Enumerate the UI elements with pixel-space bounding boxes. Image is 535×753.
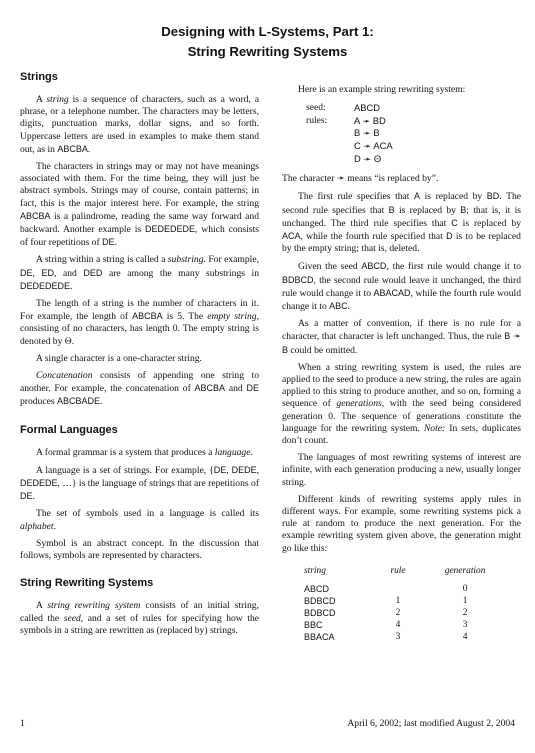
header-rule: rule xyxy=(390,565,406,576)
paragraph: A string within a string is called a substring. For example, DE, ED, and DED are among the many substrings in DEDEDEDE. xyxy=(20,254,259,292)
table-row xyxy=(304,583,514,595)
cell-rule xyxy=(380,583,416,595)
left-column xyxy=(20,70,259,642)
cell-string: BDBCD xyxy=(304,596,336,607)
cell-generation: 1 xyxy=(462,596,468,607)
rule-3: C ➛ ACA xyxy=(354,139,393,151)
section-heading-formal-languages: Formal Languages xyxy=(20,423,118,436)
cell-generation: 0 xyxy=(462,584,468,595)
paragraph: Different kinds of rewriting systems apply rules in different ways. For example, some rewriting systems pick a rule at random to produce the next generation. For the example rewriting system given above, the generation might go like this: xyxy=(282,493,521,554)
header-string: string xyxy=(304,565,326,576)
cell-generation: 4 xyxy=(462,632,468,643)
paragraph: When a string rewriting system is used, the rules are applied to the seed to produce a new string, the rules are again applied to this string to produce another, and so on, forming a sequence of generations, with the seed being considered generation 0. The sequence of generations constitute the language for the rewriting system. Note: In sets, duplicates don’t count. xyxy=(282,361,521,447)
paragraph: The set of symbols used in a language is called its alphabet. xyxy=(20,508,259,532)
cell-generation: 3 xyxy=(462,620,468,631)
cell-rule: 2 xyxy=(395,608,401,619)
table-row xyxy=(304,595,514,607)
cell-string: BBACA xyxy=(304,632,335,643)
header-generation: generation xyxy=(444,565,486,576)
paragraph: A string rewriting system consists of an initial string, called the seed, and a set of rules for specifying how the symbols in a string are rewritten as (replaced by) strings. xyxy=(20,600,259,636)
page-title xyxy=(0,22,535,62)
generations-table xyxy=(304,565,514,643)
cell-rule: 1 xyxy=(395,596,401,607)
table-row xyxy=(304,631,514,643)
paragraph: Given the seed ABCD, the first rule would change it to BDBCD, the second rule would leave it unchanged, the third rule would change it to ABACAD, while the fourth rule would change it to ABC. xyxy=(282,261,521,312)
title-line-2: String Rewriting Systems xyxy=(187,44,348,59)
table-row xyxy=(304,619,514,631)
rules-label: rules: xyxy=(306,114,328,126)
seed-label: seed: xyxy=(306,102,326,114)
paragraph: A language is a set of strings. For example, {DE, DEDE, DEDEDE, …} is the language of strings that are repetitions of DE. xyxy=(20,464,260,503)
cell-string: BDBCD xyxy=(304,608,336,619)
rewriting-system xyxy=(306,102,521,165)
cell-generation: 2 xyxy=(462,608,468,619)
rule-1: A ➛ BD xyxy=(354,114,386,126)
intro-paragraph: Here is an example string rewriting system: xyxy=(298,84,466,95)
paragraph: The length of a string is the number of characters in it. For example, the length of ABCBA is 5. The empty string, consisting of no characters, has length 0. The empty string is denoted by Θ. xyxy=(20,298,259,347)
cell-string: BBC xyxy=(304,620,323,631)
paragraph: A formal grammar is a system that produces a language. xyxy=(36,446,253,458)
cell-rule: 4 xyxy=(395,620,401,631)
paragraph: The languages of most rewriting systems of interest are infinite, with each generation producing a new, usually longer string. xyxy=(282,452,521,488)
footer-date: April 6, 2002; last modified August 2, 2004 xyxy=(347,718,515,729)
paragraph: The first rule specifies that A is replaced by BD. The second rule specifies that B is replaced by B; that is, it is unchanged. The third rule specifies that C is replaced by ACA, while the fourth rule specified that D is to be replaced by the empty string; that is, deleted. xyxy=(282,191,521,255)
paragraph: A single character is a one-character string. xyxy=(36,352,202,364)
rule-2: B ➛ B xyxy=(354,127,380,139)
seed-value: ABCD xyxy=(354,102,381,114)
rule-4: D ➛ Θ xyxy=(354,152,382,164)
table-row xyxy=(304,607,514,619)
paragraph: As a matter of convention, if there is no rule for a character, that character is left unchanged. Thus, the rule B ➛ B could be omitted. xyxy=(282,318,521,356)
section-heading-strings: Strings xyxy=(20,71,58,83)
section-heading-string-rewriting: String Rewriting Systems xyxy=(20,577,154,590)
cell-rule: 3 xyxy=(395,632,401,643)
paragraph: Symbol is an abstract concept. In the discussion that follows, symbols are represented by characters. xyxy=(20,537,259,562)
paragraph: The characters in strings may or may not have meanings associated with them. For the time being, they will just be abstract symbols. Strings may of course, contain patterns; in fact, this is the major interest here. For example, the string ABCBA is a palindrome, reading the same way forward and backward. Another example is DEDEDEDE, which consists of four repetitions of DE. xyxy=(20,161,259,249)
paragraph: The character ➛ means “is replaced by”. xyxy=(282,173,439,185)
paragraph: Concatenation consists of appending one string to another. For example, the concatenation of ABCBA and DE produces ABCBADE. xyxy=(20,370,259,408)
paragraph: A string is a sequence of characters, such as a word, a phrase, or a telephone number. The characters may be letters, digits, punctuation marks, dollar signs, and so forth. Uppercase letters are used in examples to make them stand out, as in ABCBA. xyxy=(20,94,259,155)
title-line-1: Designing with L-Systems, Part 1: xyxy=(161,24,374,39)
cell-string: ABCD xyxy=(304,584,330,595)
page-number: 1 xyxy=(20,718,25,729)
right-column xyxy=(282,70,521,643)
